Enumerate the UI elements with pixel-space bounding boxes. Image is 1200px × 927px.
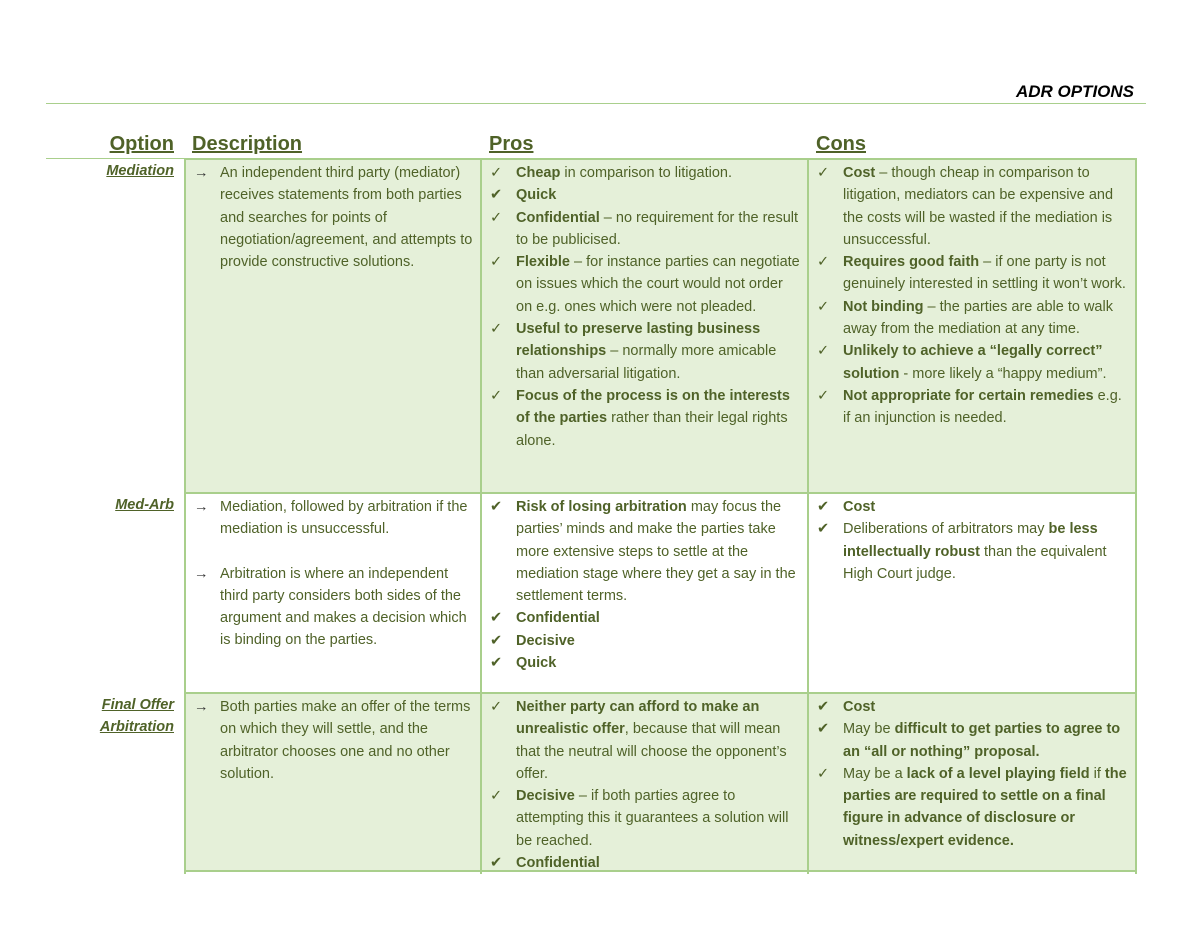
checkmark-icon: ✓ [817,165,830,181]
item-text [516,318,801,385]
text: – no requirement for the result to be publicised. [516,209,799,248]
item-text [516,630,801,652]
checkmark-icon: ✓ [817,387,830,404]
checkmark-icon: ✔ [490,610,503,627]
list-item [194,162,474,273]
list-item [194,496,474,541]
item-text [843,340,1129,385]
text: Mediation, followed by arbitration if the mediation is unsuccessful. [220,499,468,538]
option-name: Arbitration [99,719,174,736]
list-item [490,785,801,852]
list-item [490,184,801,206]
list-item [817,696,1129,718]
item-text [843,496,1129,518]
checkmark-icon: ✓ [490,254,503,271]
item-text [220,563,474,652]
list-item [817,251,1129,296]
list-item [817,296,1129,341]
text: - more likely a “happy medium”. [899,365,1107,382]
table-row [184,158,1137,494]
list-item [490,607,801,629]
option-label [115,494,174,516]
bold-text: Confidential [516,855,600,872]
arrow-bullet-icon: → [194,499,209,515]
bold-text: Not appropriate for certain remedies [843,387,1094,404]
list-item [490,652,801,674]
bold-text: Neither party can afford to make an unrealistic offer [516,699,760,738]
list-item [490,696,801,785]
item-text [843,518,1129,585]
item-text [220,162,474,273]
bold-text: lack of a level playing field [906,765,1090,782]
bold-text: Requires good faith [843,254,980,271]
bold-text: be less intellectually robust [843,521,1098,560]
bold-text: Decisive [516,632,575,649]
list-item [817,496,1129,518]
list-item [194,696,474,785]
list-item [817,518,1129,585]
checkmark-icon: ✓ [490,699,503,715]
checkmark-icon: ✔ [817,499,830,515]
bold-text: Confidential [516,209,600,226]
text: – normally more amicable than adversarial litigation. [516,343,777,382]
item-text [843,296,1129,341]
bold-text: Useful to preserve lasting business relationships [516,321,761,360]
table-row [184,494,1137,694]
checkmark-icon: ✓ [817,298,830,315]
text: – for instance parties can negotiate on issues which the court would not order on e.g. ones which were not pleaded. [516,254,800,315]
item-text [516,207,801,252]
option-name: Med-Arb [115,497,174,513]
column-header-cons: Cons [816,133,866,155]
text: , because that will mean that the neutral will choose the opponent’s offer. [516,721,787,782]
arrow-bullet-icon: → [194,565,209,582]
column-header-option: Option [109,133,174,155]
bold-text: Confidential [516,610,600,627]
list-item [817,763,1129,852]
item-text [843,162,1129,251]
list-item [490,630,801,652]
list-item [817,718,1129,763]
checkmark-icon: ✔ [490,499,503,515]
item-text [843,718,1129,763]
bold-text: Focus of the process is on the interests of the parties [516,387,790,427]
text: An independent third party (mediator) receives statements from both parties and searches for points of negotiation/agreement, and attempts to provide constructive solutions. [220,165,473,271]
checkmark-icon: ✓ [490,788,503,805]
arrow-bullet-icon: → [194,699,209,715]
item-text [843,385,1129,430]
pros-cell [480,160,807,492]
bold-text: the parties are required to settle on a final figure in advance of disclosure or witness/expert evidence. [843,765,1127,849]
bold-text: Unlikely to achieve a “legally correct” solution [843,343,1103,382]
item-text [516,162,801,184]
item-text [516,496,801,607]
checkmark-icon: ✔ [490,632,503,649]
checkmark-icon: ✔ [490,655,503,672]
text: Arbitration is where an independent third party considers both sides of the argument and makes a decision which is binding on the parties. [220,565,467,649]
item-text [516,785,801,852]
option-name: Mediation [106,163,174,179]
column-header-pros: Pros [489,133,534,155]
arrow-bullet-icon: → [194,165,209,181]
item-text [516,184,801,206]
item-text [516,852,801,874]
item-text [516,652,801,674]
item-text [516,607,801,629]
item-text [516,251,801,318]
bold-text: Not binding [843,298,924,315]
item-text [516,696,801,785]
list-item [490,207,801,252]
option-label [100,694,174,739]
description-cell [184,160,480,492]
bold-text: Quick [516,187,557,204]
checkmark-icon: ✓ [490,209,503,226]
bold-text: Cost [843,699,876,715]
pros-cell [480,694,807,874]
text: in comparison to litigation. [560,165,732,181]
spacer [194,541,474,563]
bold-text: Flexible [516,254,570,271]
text: Deliberations of arbitrators may [843,521,1049,538]
list-item [490,496,801,607]
bold-text: Risk of losing arbitration [516,499,687,515]
description-cell [184,694,480,874]
header-divider [46,103,1146,104]
text: rather than their legal rights alone. [516,410,788,449]
text: May be [843,721,895,738]
bold-text: Cost [843,165,876,181]
item-text [220,496,474,541]
checkmark-icon: ✔ [490,187,503,204]
cons-cell [807,694,1137,874]
list-item [817,385,1129,430]
table-row [184,694,1137,872]
checkmark-icon: ✓ [817,765,830,782]
checkmark-icon: ✓ [817,254,830,271]
checkmark-icon: ✓ [490,321,503,338]
bold-text: difficult to get parties to agree to an “all or nothing” proposal. [843,721,1121,760]
checkmark-icon: ✓ [817,343,830,360]
cons-cell [807,160,1137,492]
pros-cell [480,494,807,692]
item-text [843,251,1129,296]
column-header-description: Description [192,133,303,155]
list-item [817,162,1129,251]
item-text [516,385,801,452]
item-text [843,763,1129,852]
text: – though cheap in comparison to litigation, mediators can be expensive and the costs will be wasted if the mediation is unsuccessful. [843,165,1114,248]
bold-text: Quick [516,655,557,672]
list-item [490,852,801,874]
text: Both parties make an offer of the terms on which they will settle, and the arbitrator chooses one and no other solution. [220,699,471,782]
checkmark-icon: ✔ [817,521,830,538]
option-label [106,160,174,182]
text: – the parties are able to walk away from the mediation at any time. [843,298,1113,338]
text: May be a [843,765,907,782]
text: e.g. if an injunction is needed. [843,387,1122,427]
list-item [490,318,801,385]
cons-cell [807,494,1137,692]
list-item [817,340,1129,385]
text: – if one party is not genuinely interested in settling it won’t work. [843,254,1126,293]
text: may focus the parties’ minds and make the parties take more extensive steps to settle at the mediation stage where they get a say in the settlement terms. [516,499,796,605]
item-text [220,696,474,785]
list-item [490,251,801,318]
bold-text: Decisive [516,788,575,805]
list-item [490,385,801,452]
checkmark-icon: ✔ [817,721,830,738]
bold-text: Cost [843,499,876,515]
list-item [490,162,801,184]
text: – if both parties agree to attempting this it guarantees a solution will be reached. [516,788,789,849]
text: than the equivalent High Court judge. [843,543,1107,582]
option-name: Final Offer [101,697,174,713]
checkmark-icon: ✓ [490,387,503,404]
checkmark-icon: ✓ [490,165,503,181]
checkmark-icon: ✔ [490,855,503,872]
text: if [1089,765,1105,782]
bold-text: Cheap [516,165,561,181]
item-text [843,696,1129,718]
checkmark-icon: ✔ [817,699,830,715]
description-cell [184,494,480,692]
option-header-divider [46,158,184,159]
document-title: ADR OPTIONS [1015,82,1134,101]
list-item [194,563,474,652]
